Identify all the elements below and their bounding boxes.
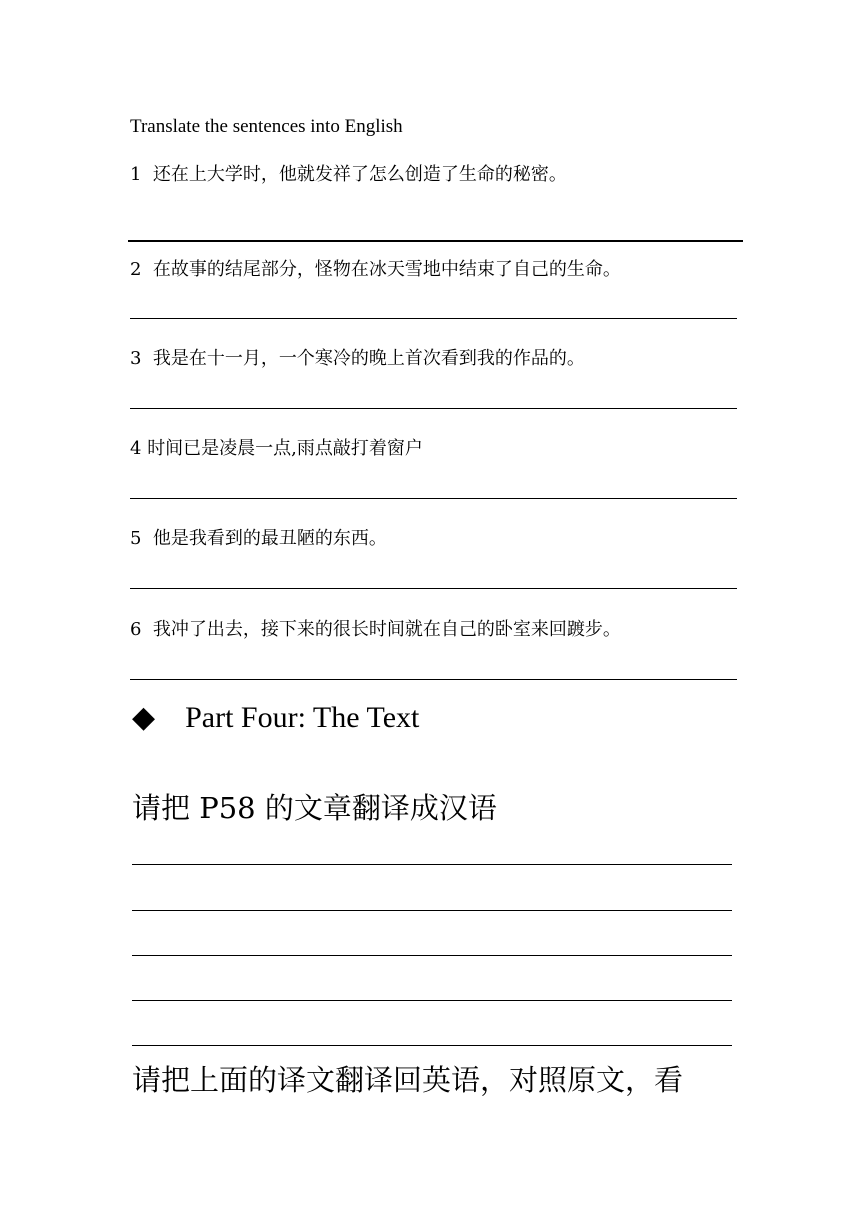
question-number: 5 bbox=[130, 528, 142, 549]
question-text: 我冲了出去，接下来的很长时间就在自己的卧室来回踱步。 bbox=[152, 619, 621, 640]
answer-line-3[interactable] bbox=[130, 408, 737, 409]
translation-task-2: 请把上面的译文翻译回英语，对照原文，看 bbox=[132, 1063, 684, 1097]
question-number: 6 bbox=[130, 619, 142, 640]
question-number: 3 bbox=[130, 348, 142, 369]
answer-line-4[interactable] bbox=[130, 498, 737, 499]
writing-line-3[interactable] bbox=[132, 955, 732, 956]
question-text: 他是我看到的最丑陋的东西。 bbox=[152, 528, 387, 549]
instruction-heading: Translate the sentences into English bbox=[130, 116, 403, 137]
writing-line-5[interactable] bbox=[132, 1045, 732, 1046]
answer-line-1[interactable] bbox=[128, 240, 743, 242]
writing-line-4[interactable] bbox=[132, 1000, 732, 1001]
question-number: 4 bbox=[130, 438, 142, 459]
diamond-bullet-icon: ◆ bbox=[132, 701, 156, 734]
question-text: 还在上大学时，他就发祥了怎么创造了生命的秘密。 bbox=[152, 164, 567, 185]
question-text: 在故事的结尾部分，怪物在冰天雪地中结束了自己的生命。 bbox=[152, 259, 621, 280]
question-5 bbox=[130, 524, 387, 550]
question-number: 2 bbox=[130, 259, 142, 280]
question-number: 1 bbox=[130, 164, 142, 185]
answer-line-5[interactable] bbox=[130, 588, 737, 589]
question-6 bbox=[130, 615, 621, 641]
question-3 bbox=[130, 344, 585, 370]
question-text: 我是在十一月，一个寒冷的晚上首次看到我的作品的。 bbox=[152, 348, 585, 369]
writing-line-1[interactable] bbox=[132, 864, 732, 865]
translation-task-1: 请把 P58 的文章翻译成汉语 bbox=[132, 791, 497, 825]
part-four-title: Part Four: The Text bbox=[185, 701, 420, 734]
question-4 bbox=[130, 434, 423, 460]
question-text: 时间已是凌晨一点,雨点敲打着窗户 bbox=[147, 438, 423, 459]
part-four-heading bbox=[132, 700, 419, 735]
answer-line-6[interactable] bbox=[130, 679, 737, 680]
question-2 bbox=[130, 255, 621, 281]
question-1 bbox=[130, 160, 567, 186]
writing-line-2[interactable] bbox=[132, 910, 732, 911]
answer-line-2[interactable] bbox=[130, 318, 737, 319]
